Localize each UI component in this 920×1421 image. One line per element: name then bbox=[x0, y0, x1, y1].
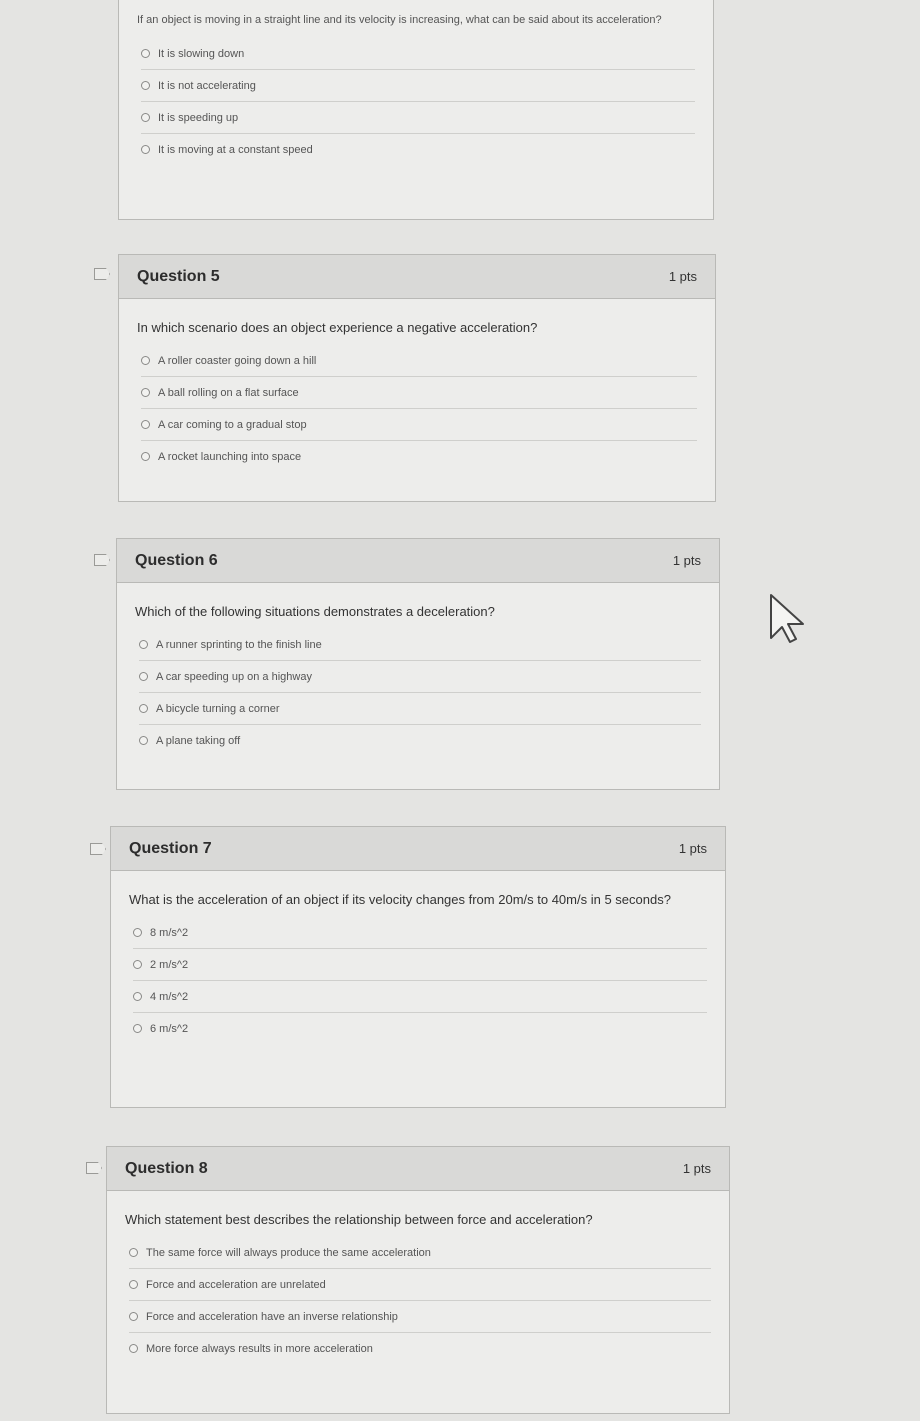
radio-button[interactable] bbox=[133, 1024, 142, 1033]
answer-label: A runner sprinting to the finish line bbox=[156, 638, 322, 651]
radio-button[interactable] bbox=[139, 640, 148, 649]
answer-label: 4 m/s^2 bbox=[150, 990, 189, 1003]
answer-option[interactable] bbox=[141, 102, 695, 134]
mouse-cursor-icon bbox=[768, 592, 808, 644]
question-text: If an object is moving in a straight line and its velocity is increasing, what can be said about its acceleration? bbox=[137, 14, 662, 26]
answer-option[interactable] bbox=[133, 917, 707, 949]
flag-question-icon[interactable] bbox=[94, 268, 110, 280]
answer-option[interactable] bbox=[139, 629, 701, 661]
flag-question-icon[interactable] bbox=[94, 554, 110, 566]
question-text: Which statement best describes the relationship between force and acceleration? bbox=[125, 1212, 593, 1227]
answer-option[interactable] bbox=[139, 725, 701, 756]
radio-button[interactable] bbox=[141, 145, 150, 154]
question-header bbox=[111, 827, 725, 871]
radio-button[interactable] bbox=[129, 1248, 138, 1257]
answer-option[interactable] bbox=[133, 981, 707, 1013]
question-title: Question 5 bbox=[137, 267, 220, 285]
answer-option[interactable] bbox=[129, 1269, 711, 1301]
radio-button[interactable] bbox=[139, 704, 148, 713]
radio-button[interactable] bbox=[133, 992, 142, 1001]
question-points: 1 pts bbox=[682, 1161, 711, 1176]
answer-option[interactable] bbox=[141, 38, 695, 70]
answer-label: A car coming to a gradual stop bbox=[158, 418, 307, 431]
answer-label: A car speeding up on a highway bbox=[156, 670, 312, 683]
radio-button[interactable] bbox=[129, 1312, 138, 1321]
answer-label: A bicycle turning a corner bbox=[156, 702, 280, 715]
question-6-card bbox=[116, 538, 720, 790]
answer-option[interactable] bbox=[141, 441, 697, 472]
answer-option[interactable] bbox=[133, 949, 707, 981]
flag-question-icon[interactable] bbox=[90, 843, 106, 855]
question-text: In which scenario does an object experience a negative acceleration? bbox=[137, 320, 538, 335]
question-header bbox=[117, 539, 719, 583]
answer-label: 8 m/s^2 bbox=[150, 926, 189, 939]
answer-option[interactable] bbox=[139, 661, 701, 693]
radio-button[interactable] bbox=[141, 49, 150, 58]
question-4-card bbox=[118, 0, 714, 220]
question-points: 1 pts bbox=[672, 553, 701, 568]
question-title: Question 7 bbox=[129, 839, 212, 857]
answer-label: Force and acceleration have an inverse relationship bbox=[146, 1310, 398, 1323]
answer-option[interactable] bbox=[139, 693, 701, 725]
question-5-card bbox=[118, 254, 716, 502]
question-title: Question 6 bbox=[135, 551, 218, 569]
answer-label: It is moving at a constant speed bbox=[158, 143, 313, 156]
flag-question-icon[interactable] bbox=[86, 1162, 102, 1174]
answer-label: It is slowing down bbox=[158, 47, 245, 60]
answer-option[interactable] bbox=[129, 1333, 711, 1364]
radio-button[interactable] bbox=[129, 1344, 138, 1353]
question-points: 1 pts bbox=[668, 269, 697, 284]
answer-option[interactable] bbox=[141, 377, 697, 409]
answer-label: The same force will always produce the same acceleration bbox=[146, 1246, 431, 1259]
answer-label: More force always results in more acceleration bbox=[146, 1342, 373, 1355]
question-7-card bbox=[110, 826, 726, 1108]
question-text: Which of the following situations demonstrates a deceleration? bbox=[135, 604, 495, 619]
question-8-card bbox=[106, 1146, 730, 1414]
radio-button[interactable] bbox=[129, 1280, 138, 1289]
answer-label: Force and acceleration are unrelated bbox=[146, 1278, 326, 1291]
question-points: 1 pts bbox=[678, 841, 707, 856]
radio-button[interactable] bbox=[141, 81, 150, 90]
answer-option[interactable] bbox=[129, 1301, 711, 1333]
question-header bbox=[107, 1147, 729, 1191]
answer-option[interactable] bbox=[141, 70, 695, 102]
answer-option[interactable] bbox=[141, 134, 695, 165]
radio-button[interactable] bbox=[133, 960, 142, 969]
answer-label: A rocket launching into space bbox=[158, 450, 302, 463]
answer-option[interactable] bbox=[133, 1013, 707, 1044]
answer-option[interactable] bbox=[141, 409, 697, 441]
question-header bbox=[119, 255, 715, 299]
answer-option[interactable] bbox=[141, 345, 697, 377]
radio-button[interactable] bbox=[141, 388, 150, 397]
answer-label: 6 m/s^2 bbox=[150, 1022, 189, 1035]
answer-label: A plane taking off bbox=[156, 734, 241, 747]
radio-button[interactable] bbox=[141, 420, 150, 429]
answer-label: A roller coaster going down a hill bbox=[158, 354, 317, 367]
radio-button[interactable] bbox=[141, 356, 150, 365]
answer-label: 2 m/s^2 bbox=[150, 958, 189, 971]
radio-button[interactable] bbox=[141, 113, 150, 122]
answer-label: A ball rolling on a flat surface bbox=[158, 386, 299, 399]
answer-label: It is not accelerating bbox=[158, 79, 256, 92]
answer-label: It is speeding up bbox=[158, 111, 239, 124]
radio-button[interactable] bbox=[133, 928, 142, 937]
radio-button[interactable] bbox=[141, 452, 150, 461]
question-text: What is the acceleration of an object if its velocity changes from 20m/s to 40m/s in 5 seconds? bbox=[129, 892, 671, 907]
question-title: Question 8 bbox=[125, 1159, 208, 1177]
radio-button[interactable] bbox=[139, 736, 148, 745]
radio-button[interactable] bbox=[139, 672, 148, 681]
answer-option[interactable] bbox=[129, 1237, 711, 1269]
